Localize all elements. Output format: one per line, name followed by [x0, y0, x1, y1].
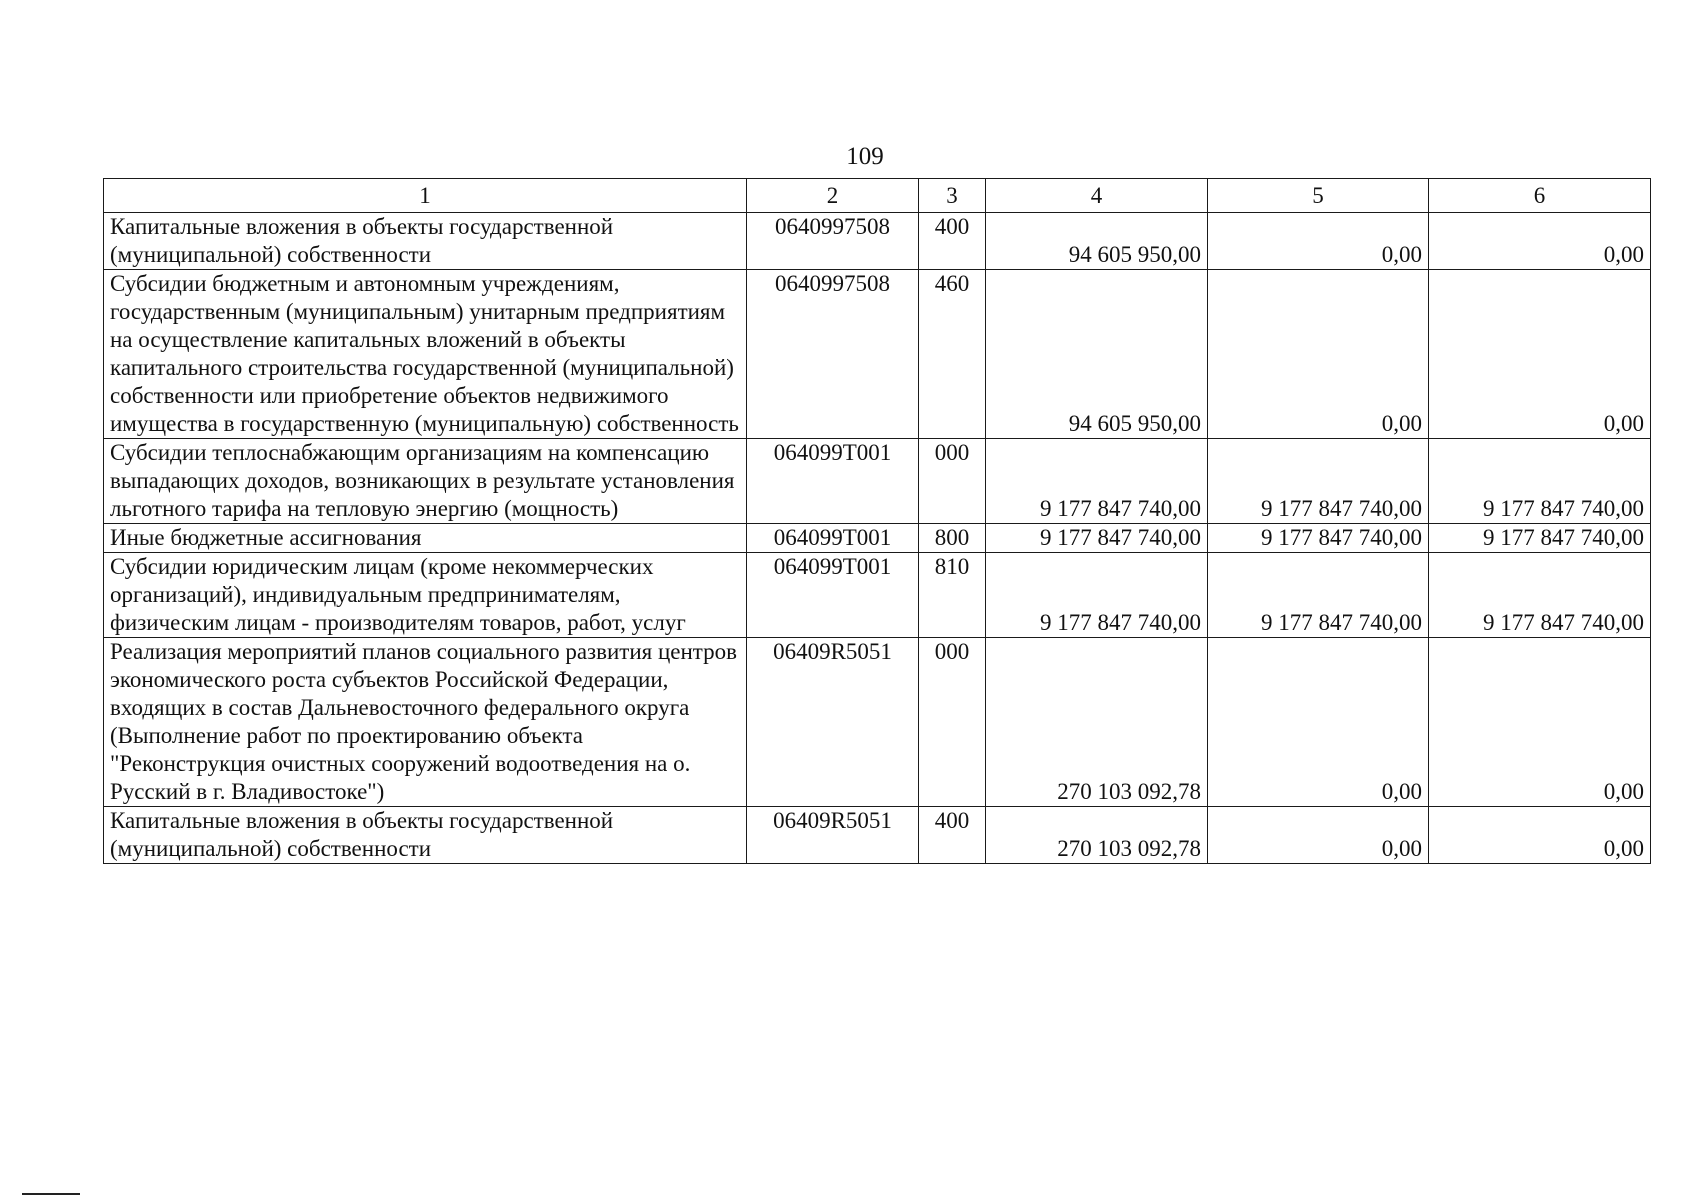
column-header-2: 2: [747, 179, 919, 213]
row-type: 000: [919, 439, 986, 524]
row-name: Капитальные вложения в объекты государственной (муниципальной) собственности: [104, 213, 747, 270]
row-value-4: 270 103 092,78: [986, 807, 1208, 864]
row-value-5: 9 177 847 740,00: [1208, 524, 1429, 553]
row-value-6: 0,00: [1429, 213, 1651, 270]
row-value-6: 9 177 847 740,00: [1429, 524, 1651, 553]
row-value-5: 9 177 847 740,00: [1208, 439, 1429, 524]
budget-table: [103, 178, 1651, 864]
table-row: [104, 553, 1651, 638]
row-code: 064099Т001: [747, 439, 919, 524]
column-header-6: 6: [1429, 179, 1651, 213]
row-type: 800: [919, 524, 986, 553]
row-code: 0640997508: [747, 213, 919, 270]
row-value-6: 0,00: [1429, 807, 1651, 864]
row-value-6: 9 177 847 740,00: [1429, 553, 1651, 638]
row-value-6: 0,00: [1429, 638, 1651, 807]
table-row: [104, 807, 1651, 864]
footer-rule: [22, 1193, 80, 1195]
table-row: [104, 213, 1651, 270]
row-value-5: 0,00: [1208, 213, 1429, 270]
column-header-3: 3: [919, 179, 986, 213]
row-value-6: 9 177 847 740,00: [1429, 439, 1651, 524]
row-name: Субсидии бюджетным и автономным учреждениям, государственным (муниципальным) унитарным предприятиям на осуществление капитальных вложений в объекты капитального строительства государственной (муниципальной) собственности или приобретение объектов недвижимого имущества в государственную (муниципальную) собственность: [104, 270, 747, 439]
row-value-4: 94 605 950,00: [986, 213, 1208, 270]
column-header-1: 1: [104, 179, 747, 213]
row-value-4: 94 605 950,00: [986, 270, 1208, 439]
table-row: [104, 524, 1651, 553]
column-header-4: 4: [986, 179, 1208, 213]
row-value-5: 9 177 847 740,00: [1208, 553, 1429, 638]
row-value-4: 9 177 847 740,00: [986, 439, 1208, 524]
page-number: 109: [846, 143, 884, 170]
row-name: Капитальные вложения в объекты государственной (муниципальной) собственности: [104, 807, 747, 864]
row-value-4: 9 177 847 740,00: [986, 524, 1208, 553]
row-name: Субсидии юридическим лицам (кроме некоммерческих организаций), индивидуальным предпринимателям, физическим лицам - производителям товаров, работ, услуг: [104, 553, 747, 638]
table-row: [104, 270, 1651, 439]
row-type: 400: [919, 807, 986, 864]
row-name: Субсидии теплоснабжающим организациям на компенсацию выпадающих доходов, возникающих в результате установления льготного тарифа на тепловую энергию (мощность): [104, 439, 747, 524]
row-value-5: 0,00: [1208, 270, 1429, 439]
table-row: [104, 439, 1651, 524]
row-value-4: 270 103 092,78: [986, 638, 1208, 807]
column-header-5: 5: [1208, 179, 1429, 213]
row-type: 460: [919, 270, 986, 439]
table-header-row: [104, 179, 1651, 213]
row-type: 400: [919, 213, 986, 270]
table-row: [104, 638, 1651, 807]
row-code: 064099Т001: [747, 553, 919, 638]
row-value-5: 0,00: [1208, 807, 1429, 864]
row-value-5: 0,00: [1208, 638, 1429, 807]
row-type: 000: [919, 638, 986, 807]
row-code: 06409R5051: [747, 807, 919, 864]
row-value-6: 0,00: [1429, 270, 1651, 439]
row-type: 810: [919, 553, 986, 638]
row-name: Реализация мероприятий планов социального развития центров экономического роста субъектов Российской Федерации, входящих в состав Дальневосточного федерального округа (Выполнение работ по проектированию объекта "Реконструкция очистных сооружений водоотведения на о. Русский в г. Владивостоке"): [104, 638, 747, 807]
row-name: Иные бюджетные ассигнования: [104, 524, 747, 553]
row-code: 06409R5051: [747, 638, 919, 807]
row-code: 0640997508: [747, 270, 919, 439]
row-code: 064099Т001: [747, 524, 919, 553]
row-value-4: 9 177 847 740,00: [986, 553, 1208, 638]
